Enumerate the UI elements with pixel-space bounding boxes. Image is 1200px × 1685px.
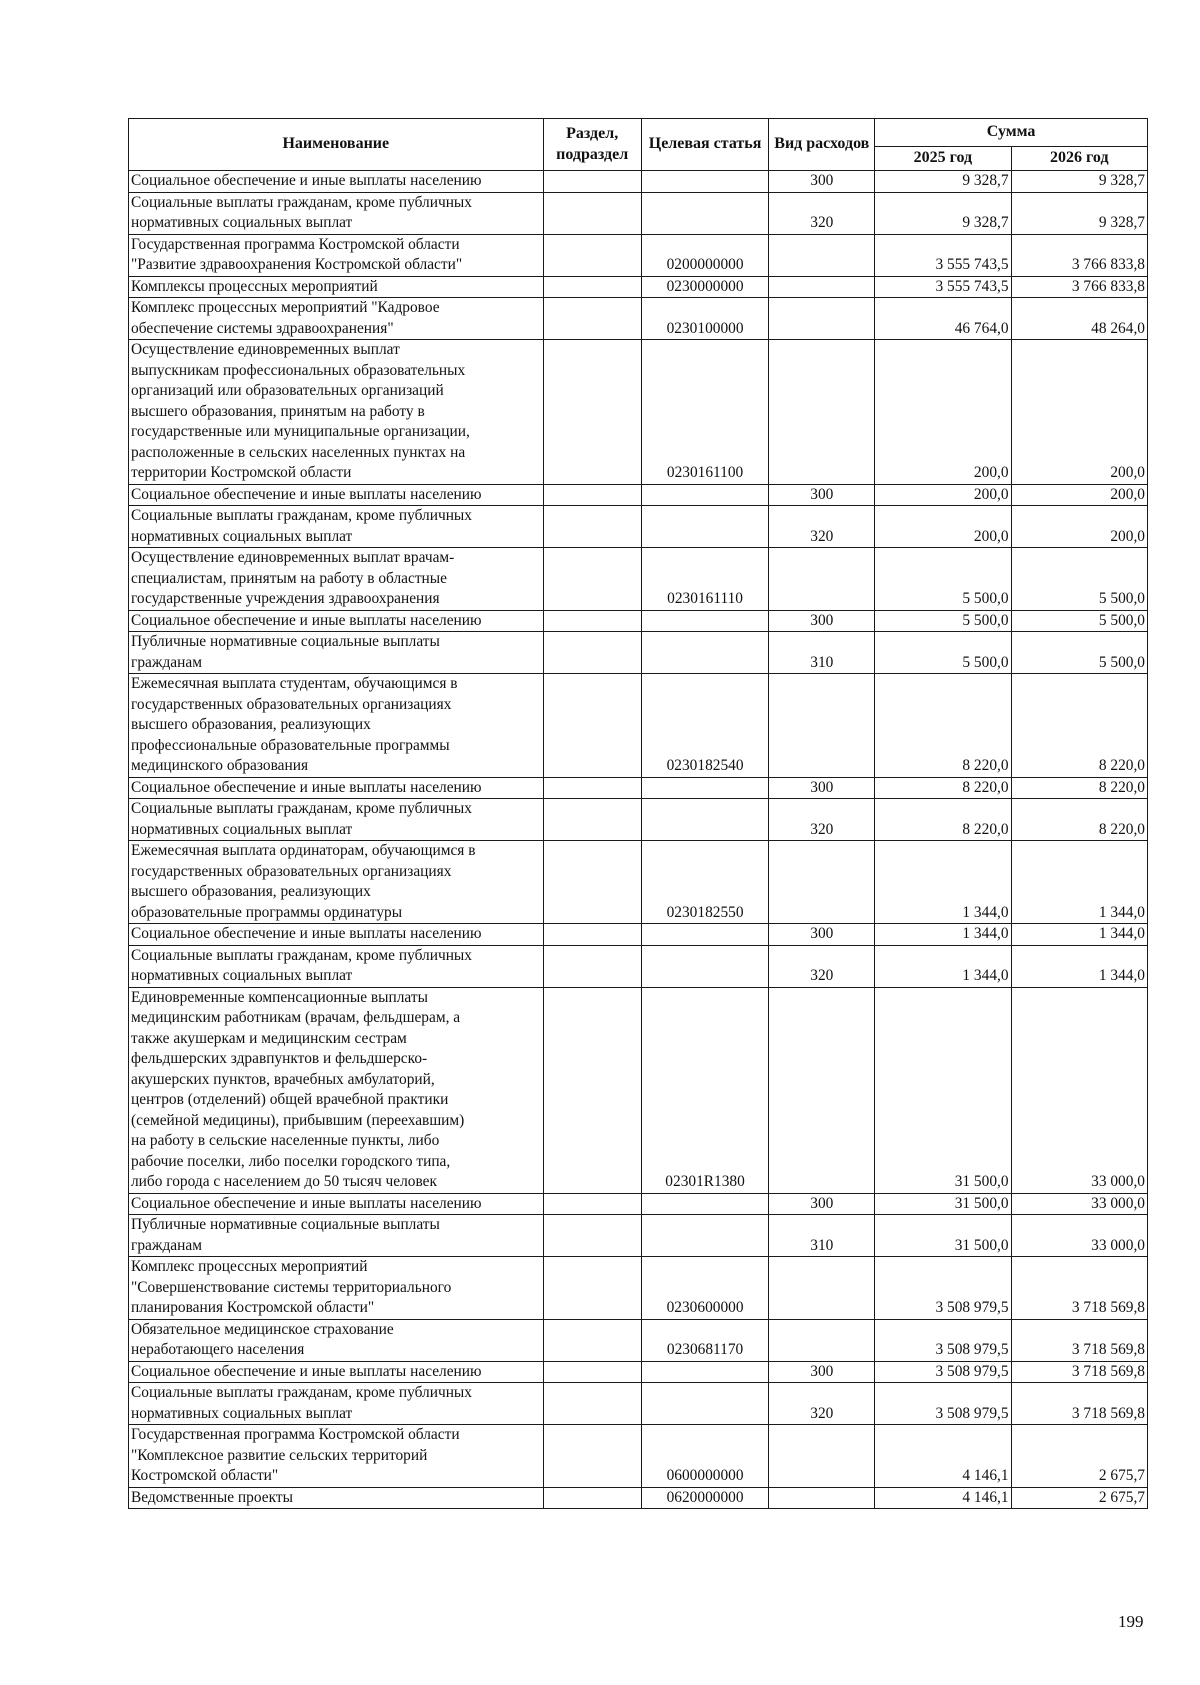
cell-sum-2026: 3 766 833,8 xyxy=(1011,234,1147,276)
cell-name: Ежемесячная выплата студентам, обучающимся в государственных образовательных организациях высшего образования, реализующих профессиональные образовательные программы медицинского образования xyxy=(129,674,544,778)
cell-section xyxy=(543,234,641,276)
cell-sum-2025: 3 508 979,5 xyxy=(875,1319,1011,1361)
cell-expense-type: 300 xyxy=(769,924,875,946)
table-row xyxy=(129,340,1148,485)
cell-sum-2026: 33 000,0 xyxy=(1011,1193,1147,1215)
cell-section xyxy=(543,171,641,193)
cell-expense-type xyxy=(769,548,875,611)
cell-name: Публичные нормативные социальные выплаты гражданам xyxy=(129,1215,544,1257)
cell-name: Социальное обеспечение и иные выплаты населению xyxy=(129,1193,544,1215)
cell-sum-2026: 3 766 833,8 xyxy=(1011,276,1147,298)
cell-name: Ведомственные проекты xyxy=(129,1487,544,1509)
table-row xyxy=(129,1319,1148,1361)
cell-section xyxy=(543,1257,641,1320)
cell-name: Ежемесячная выплата ординаторам, обучающимся в государственных образовательных организациях высшего образования, реализующих образовательные программы ординатуры xyxy=(129,841,544,924)
table-row xyxy=(129,548,1148,611)
table-row xyxy=(129,276,1148,298)
cell-expense-type: 320 xyxy=(769,1383,875,1425)
table-row xyxy=(129,234,1148,276)
cell-sum-2025: 4 146,1 xyxy=(875,1425,1011,1488)
cell-sum-2026: 3 718 569,8 xyxy=(1011,1383,1147,1425)
cell-section xyxy=(543,1361,641,1383)
cell-target xyxy=(641,1361,769,1383)
cell-target: 0230161100 xyxy=(641,340,769,485)
cell-name: Осуществление единовременных выплат выпускникам профессиональных образовательных организаций или образовательных организаций высшего образования, принятым на работу в государственные или муниципальные организации, расположенные в сельских населенных пунктах на территории Костромской области xyxy=(129,340,544,485)
cell-sum-2025: 3 555 743,5 xyxy=(875,276,1011,298)
cell-expense-type: 310 xyxy=(769,632,875,674)
header-sum: Сумма xyxy=(875,119,1148,147)
cell-section xyxy=(543,1319,641,1361)
cell-name: Социальное обеспечение и иные выплаты населению xyxy=(129,924,544,946)
cell-name: Комплексы процессных мероприятий xyxy=(129,276,544,298)
cell-target: 0600000000 xyxy=(641,1425,769,1488)
cell-target xyxy=(641,506,769,548)
cell-sum-2025: 8 220,0 xyxy=(875,674,1011,778)
cell-sum-2025: 200,0 xyxy=(875,340,1011,485)
cell-target: 0230000000 xyxy=(641,276,769,298)
cell-section xyxy=(543,610,641,632)
table-row xyxy=(129,506,1148,548)
cell-name: Социальные выплаты гражданам, кроме публичных нормативных социальных выплат xyxy=(129,192,544,234)
cell-target: 0230600000 xyxy=(641,1257,769,1320)
cell-sum-2025: 9 328,7 xyxy=(875,171,1011,193)
cell-name: Комплекс процессных мероприятий "Совершенствование системы территориального планирования Костромской области" xyxy=(129,1257,544,1320)
cell-section xyxy=(543,192,641,234)
cell-section xyxy=(543,632,641,674)
cell-name: Публичные нормативные социальные выплаты гражданам xyxy=(129,632,544,674)
cell-target xyxy=(641,924,769,946)
cell-sum-2025: 3 508 979,5 xyxy=(875,1383,1011,1425)
table-row xyxy=(129,674,1148,778)
header-year-2026: 2026 год xyxy=(1011,147,1147,171)
cell-sum-2025: 8 220,0 xyxy=(875,777,1011,799)
cell-section xyxy=(543,987,641,1193)
cell-expense-type: 300 xyxy=(769,1193,875,1215)
cell-sum-2025: 31 500,0 xyxy=(875,987,1011,1193)
cell-sum-2026: 48 264,0 xyxy=(1011,298,1147,340)
cell-section xyxy=(543,506,641,548)
cell-expense-type: 300 xyxy=(769,610,875,632)
cell-sum-2026: 2 675,7 xyxy=(1011,1425,1147,1488)
cell-name: Единовременные компенсационные выплаты медицинским работникам (врачам, фельдшерам, а также акушеркам и медицинским сестрам фельдшерских здравпунктов и фельдшерско- акушерских пунктов, врачебных амбулаторий, центров (отделений) общей врачебной практики (семейной медицины), прибывшим (переехавшим) на работу в сельские населенные пункты, либо рабочие поселки, либо поселки городского типа, либо города с населением до 50 тысяч человек xyxy=(129,987,544,1193)
cell-target xyxy=(641,777,769,799)
table-row xyxy=(129,610,1148,632)
cell-section xyxy=(543,484,641,506)
cell-expense-type xyxy=(769,234,875,276)
cell-section xyxy=(543,548,641,611)
cell-section xyxy=(543,945,641,987)
cell-name: Социальные выплаты гражданам, кроме публичных нормативных социальных выплат xyxy=(129,506,544,548)
cell-section xyxy=(543,777,641,799)
cell-section xyxy=(543,1193,641,1215)
cell-sum-2025: 3 555 743,5 xyxy=(875,234,1011,276)
cell-sum-2025: 9 328,7 xyxy=(875,192,1011,234)
cell-sum-2026: 33 000,0 xyxy=(1011,1215,1147,1257)
cell-sum-2026: 5 500,0 xyxy=(1011,548,1147,611)
cell-expense-type: 300 xyxy=(769,171,875,193)
cell-target: 0230681170 xyxy=(641,1319,769,1361)
table-row xyxy=(129,1383,1148,1425)
table-header xyxy=(129,119,1148,171)
cell-section xyxy=(543,1383,641,1425)
cell-expense-type: 320 xyxy=(769,506,875,548)
cell-target: 0200000000 xyxy=(641,234,769,276)
cell-sum-2026: 5 500,0 xyxy=(1011,610,1147,632)
cell-section xyxy=(543,674,641,778)
header-expense-type: Вид расходов xyxy=(769,119,875,171)
cell-sum-2025: 200,0 xyxy=(875,506,1011,548)
cell-sum-2025: 4 146,1 xyxy=(875,1487,1011,1509)
cell-expense-type: 300 xyxy=(769,1361,875,1383)
cell-expense-type xyxy=(769,674,875,778)
cell-name: Социальные выплаты гражданам, кроме публичных нормативных социальных выплат xyxy=(129,945,544,987)
cell-sum-2025: 5 500,0 xyxy=(875,548,1011,611)
cell-section xyxy=(543,841,641,924)
table-row xyxy=(129,192,1148,234)
cell-sum-2026: 1 344,0 xyxy=(1011,841,1147,924)
cell-sum-2026: 9 328,7 xyxy=(1011,192,1147,234)
cell-expense-type xyxy=(769,1319,875,1361)
cell-sum-2026: 200,0 xyxy=(1011,484,1147,506)
table-row xyxy=(129,1193,1148,1215)
cell-expense-type: 320 xyxy=(769,192,875,234)
cell-target xyxy=(641,192,769,234)
header-year-2025: 2025 год xyxy=(875,147,1011,171)
table-body xyxy=(129,171,1148,1509)
cell-target: 0230161110 xyxy=(641,548,769,611)
cell-expense-type xyxy=(769,1425,875,1488)
cell-expense-type xyxy=(769,1487,875,1509)
cell-sum-2025: 46 764,0 xyxy=(875,298,1011,340)
cell-sum-2026: 8 220,0 xyxy=(1011,799,1147,841)
cell-sum-2025: 3 508 979,5 xyxy=(875,1361,1011,1383)
cell-target xyxy=(641,1383,769,1425)
cell-target: 0230182550 xyxy=(641,841,769,924)
cell-expense-type xyxy=(769,298,875,340)
cell-expense-type xyxy=(769,987,875,1193)
header-section: Раздел, подраздел xyxy=(543,119,641,171)
cell-expense-type: 310 xyxy=(769,1215,875,1257)
cell-section xyxy=(543,298,641,340)
header-name: Наименование xyxy=(129,119,544,171)
table-row xyxy=(129,1361,1148,1383)
cell-name: Социальное обеспечение и иные выплаты населению xyxy=(129,484,544,506)
cell-target xyxy=(641,1193,769,1215)
cell-target: 02301R1380 xyxy=(641,987,769,1193)
cell-name: Социальное обеспечение и иные выплаты населению xyxy=(129,610,544,632)
cell-target xyxy=(641,945,769,987)
cell-sum-2025: 5 500,0 xyxy=(875,632,1011,674)
cell-section xyxy=(543,1425,641,1488)
cell-target xyxy=(641,171,769,193)
cell-section xyxy=(543,1215,641,1257)
cell-sum-2025: 8 220,0 xyxy=(875,799,1011,841)
cell-target: 0230182540 xyxy=(641,674,769,778)
cell-sum-2025: 3 508 979,5 xyxy=(875,1257,1011,1320)
cell-name: Социальное обеспечение и иные выплаты населению xyxy=(129,171,544,193)
cell-sum-2026: 3 718 569,8 xyxy=(1011,1257,1147,1320)
cell-sum-2025: 31 500,0 xyxy=(875,1215,1011,1257)
table-row xyxy=(129,1487,1148,1509)
cell-sum-2026: 33 000,0 xyxy=(1011,987,1147,1193)
cell-sum-2026: 2 675,7 xyxy=(1011,1487,1147,1509)
cell-name: Государственная программа Костромской области "Развитие здравоохранения Костромской области" xyxy=(129,234,544,276)
cell-name: Социальные выплаты гражданам, кроме публичных нормативных социальных выплат xyxy=(129,799,544,841)
cell-name: Осуществление единовременных выплат врачам- специалистам, принятым на работу в областные государственные учреждения здравоохранения xyxy=(129,548,544,611)
cell-sum-2026: 1 344,0 xyxy=(1011,924,1147,946)
cell-target: 0620000000 xyxy=(641,1487,769,1509)
table-row xyxy=(129,484,1148,506)
cell-sum-2026: 200,0 xyxy=(1011,506,1147,548)
table-row xyxy=(129,632,1148,674)
cell-expense-type xyxy=(769,340,875,485)
table-row xyxy=(129,924,1148,946)
budget-table xyxy=(128,118,1148,1509)
cell-name: Комплекс процессных мероприятий "Кадровое обеспечение системы здравоохранения" xyxy=(129,298,544,340)
cell-section xyxy=(543,924,641,946)
cell-section xyxy=(543,340,641,485)
cell-sum-2026: 5 500,0 xyxy=(1011,632,1147,674)
cell-expense-type: 320 xyxy=(769,945,875,987)
table-row xyxy=(129,777,1148,799)
cell-sum-2025: 5 500,0 xyxy=(875,610,1011,632)
cell-sum-2026: 1 344,0 xyxy=(1011,945,1147,987)
cell-section xyxy=(543,799,641,841)
cell-expense-type: 300 xyxy=(769,484,875,506)
cell-section xyxy=(543,276,641,298)
cell-expense-type: 320 xyxy=(769,799,875,841)
cell-target xyxy=(641,632,769,674)
cell-name: Социальное обеспечение и иные выплаты населению xyxy=(129,777,544,799)
table-row xyxy=(129,987,1148,1193)
table-row xyxy=(129,171,1148,193)
table-row xyxy=(129,945,1148,987)
cell-sum-2026: 9 328,7 xyxy=(1011,171,1147,193)
cell-expense-type xyxy=(769,841,875,924)
cell-sum-2025: 31 500,0 xyxy=(875,1193,1011,1215)
cell-sum-2026: 200,0 xyxy=(1011,340,1147,485)
header-target: Целевая статья xyxy=(641,119,769,171)
cell-sum-2026: 8 220,0 xyxy=(1011,777,1147,799)
cell-expense-type xyxy=(769,276,875,298)
table-row xyxy=(129,1425,1148,1488)
cell-sum-2025: 1 344,0 xyxy=(875,945,1011,987)
cell-target xyxy=(641,1215,769,1257)
cell-target xyxy=(641,610,769,632)
table-row xyxy=(129,799,1148,841)
cell-name: Обязательное медицинское страхование неработающего населения xyxy=(129,1319,544,1361)
table-row xyxy=(129,841,1148,924)
cell-sum-2025: 200,0 xyxy=(875,484,1011,506)
table-row xyxy=(129,298,1148,340)
cell-sum-2026: 3 718 569,8 xyxy=(1011,1361,1147,1383)
cell-sum-2025: 1 344,0 xyxy=(875,841,1011,924)
cell-target xyxy=(641,799,769,841)
budget-sheet xyxy=(128,118,1148,1509)
cell-target xyxy=(641,484,769,506)
cell-name: Социальное обеспечение и иные выплаты населению xyxy=(129,1361,544,1383)
table-row xyxy=(129,1215,1148,1257)
cell-name: Государственная программа Костромской области "Комплексное развитие сельских территорий Костромской области" xyxy=(129,1425,544,1488)
cell-target: 0230100000 xyxy=(641,298,769,340)
page-number: 199 xyxy=(1118,1612,1144,1631)
cell-name: Социальные выплаты гражданам, кроме публичных нормативных социальных выплат xyxy=(129,1383,544,1425)
cell-section xyxy=(543,1487,641,1509)
cell-sum-2025: 1 344,0 xyxy=(875,924,1011,946)
table-row xyxy=(129,1257,1148,1320)
cell-sum-2026: 3 718 569,8 xyxy=(1011,1319,1147,1361)
cell-sum-2026: 8 220,0 xyxy=(1011,674,1147,778)
cell-expense-type xyxy=(769,1257,875,1320)
cell-expense-type: 300 xyxy=(769,777,875,799)
